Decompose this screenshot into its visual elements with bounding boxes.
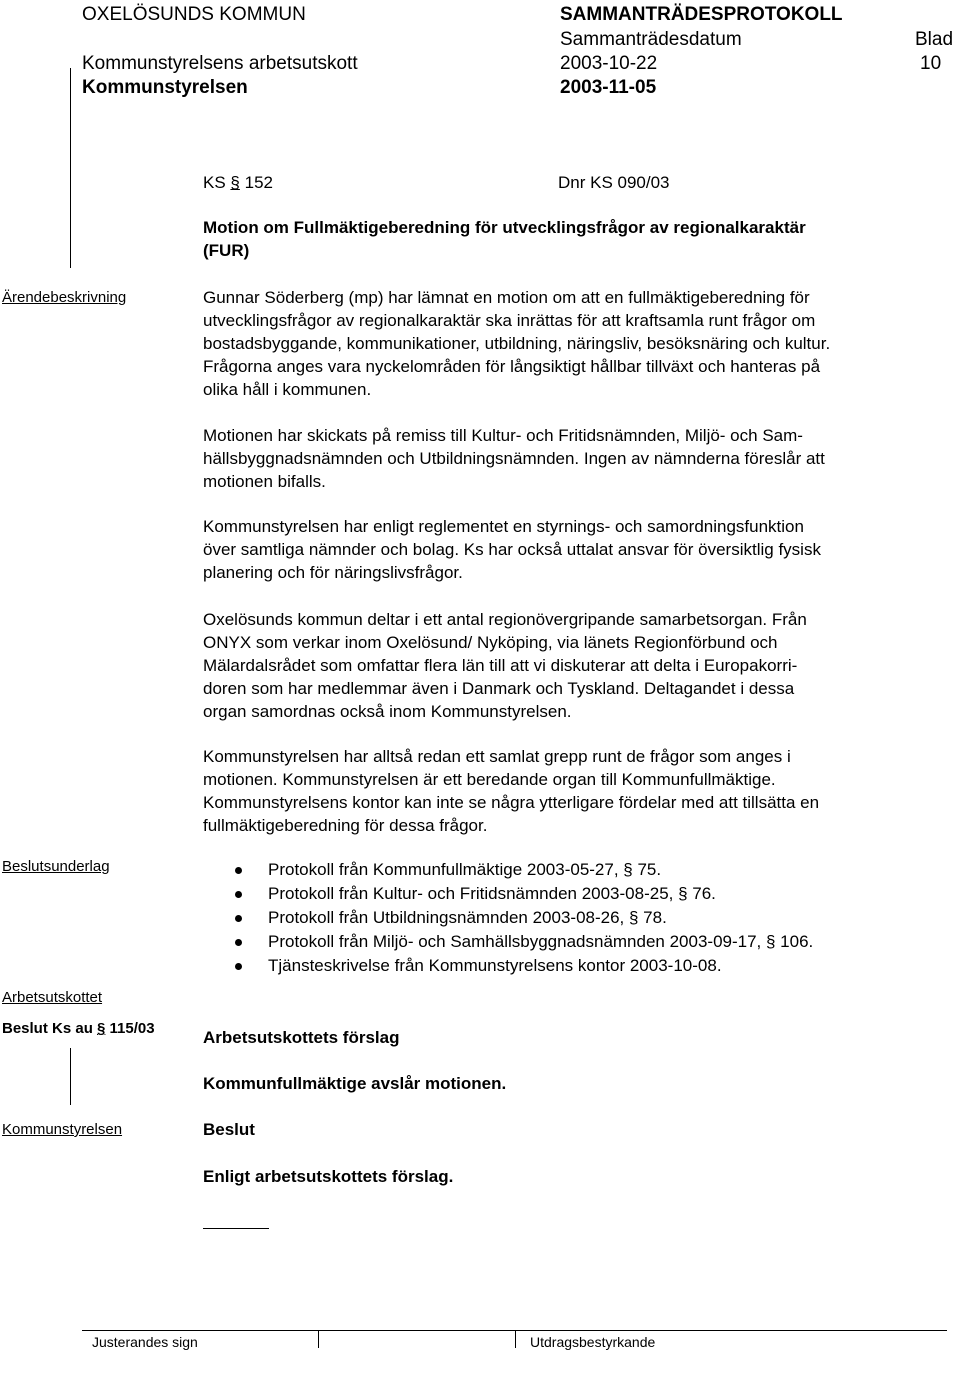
case-number: KS § 152	[203, 173, 273, 192]
bullet-icon	[235, 915, 242, 922]
section-symbol: §	[230, 173, 240, 192]
list-item: Protokoll från Utbildningsnämnden 2003-08-26, § 78.	[203, 906, 813, 930]
ks-divider-line	[70, 1048, 71, 1105]
org-name: OXELÖSUNDS KOMMUN	[82, 4, 306, 25]
bullet-icon	[235, 963, 242, 970]
sidebar-label-arendebeskrivning: Ärendebeskrivning	[2, 289, 127, 306]
footer-utdragsbestyrkande: Utdragsbestyrkande	[530, 1334, 656, 1350]
sidebar-label-kommunstyrelsen: Kommunstyrelsen	[2, 1121, 123, 1138]
footer-divider-2	[515, 1330, 516, 1348]
paragraph-4: Oxelösunds kommun deltar i ett antal regionövergripande samarbetsorgan. Från ONYX som verkar inom Oxelösund/ Nyköping, via länets Regionförbund och Mälardalsrådet som omfattar flera län till att vi diskuterar att delta i Europakorri- doren som har medlemmar även i Danmark och Tyskland. Deltagandet i dessa organ samordnas också inom Kommunstyrelsen.	[203, 610, 807, 721]
footer-divider-1	[318, 1330, 319, 1348]
header-date-ks: 2003-11-05	[560, 77, 657, 98]
sidebar-label-beslutsunderlag: Beslutsunderlag	[2, 858, 110, 875]
ks-heading: Beslut	[203, 1120, 255, 1139]
bullet-icon	[235, 867, 242, 874]
bullet-icon	[235, 891, 242, 898]
list-item: Protokoll från Kultur- och Fritidsnämnden 2003-08-25, § 76.	[203, 882, 813, 906]
list-item: Protokoll från Miljö- och Samhällsbyggnadsnämnden 2003-09-17, § 106.	[203, 930, 813, 954]
list-item: Tjänsteskrivelse från Kommunstyrelsens kontor 2003-10-08.	[203, 954, 813, 978]
sidebar-label-beslut-ks-au: Beslut Ks au § 115/03	[2, 1020, 155, 1037]
paragraph-1: Gunnar Söderberg (mp) har lämnat en motion om att en fullmäktigeberedning för utvecklingsfrågor av regionalkaraktär ska inrättas för att kraftsamla runt frågor om bostadsbyggande, kommunikationer, utbildning, näringsliv, besöksnäring och kultur. Frågorna anges vara nyckelområden för långsiktigt hållbar tillväxt och hanteras på olika håll i kommunen.	[203, 288, 831, 399]
case-title-line-2: (FUR)	[203, 241, 250, 260]
dnr: Dnr KS 090/03	[558, 173, 670, 192]
meeting-date-label: Sammanträdesdatum	[560, 29, 742, 50]
au-heading: Arbetsutskottets förslag	[203, 1028, 400, 1047]
list-item: Protokoll från Kommunfullmäktige 2003-05-27, § 75.	[203, 858, 813, 882]
au-proposal: Kommunfullmäktige avslår motionen.	[203, 1074, 507, 1093]
end-rule	[203, 1228, 269, 1229]
header-divider-line	[70, 68, 71, 268]
beslutsunderlag-list	[203, 858, 813, 978]
page-label: Blad	[915, 29, 954, 50]
ks-decision: Enligt arbetsutskottets förslag.	[203, 1167, 454, 1186]
paragraph-5: Kommunstyrelsen har alltså redan ett samlat grepp runt de frågor som anges i motionen. Kommunstyrelsen är ett beredande organ till Kommunfullmäktige. Kommunstyrelsens kontor kan inte se några ytterligare fördelar med att tillsätta en fullmäktigeberedning för dessa frågor.	[203, 747, 820, 835]
footer-justerandes-sign: Justerandes sign	[92, 1334, 198, 1350]
header-body-au: Kommunstyrelsens arbetsutskott	[82, 53, 358, 74]
case-title-line-1: Motion om Fullmäktigeberedning för utvecklingsfrågor av regionalkaraktär	[203, 218, 806, 237]
sidebar-label-arbetsutskottet: Arbetsutskottet	[2, 989, 103, 1006]
page-number: 10	[920, 53, 942, 74]
paragraph-3: Kommunstyrelsen har enligt reglementet en styrnings- och samordningsfunktion över samtliga nämnder och bolag. Ks har också uttalat ansvar för översiktlig fysisk planering och för näringslivsfrågor.	[203, 517, 821, 582]
document-type: SAMMANTRÄDESPROTOKOLL	[560, 4, 843, 25]
paragraph-2: Motionen har skickats på remiss till Kultur- och Fritidsnämnden, Miljö- och Sam- hällsbyggnadsnämnden och Utbildningsnämnden. Ingen av nämnderna föreslår att motionen bifalls.	[203, 426, 825, 491]
header-body-ks: Kommunstyrelsen	[82, 77, 248, 98]
bullet-icon	[235, 939, 242, 946]
header-date-au: 2003-10-22	[560, 53, 658, 74]
